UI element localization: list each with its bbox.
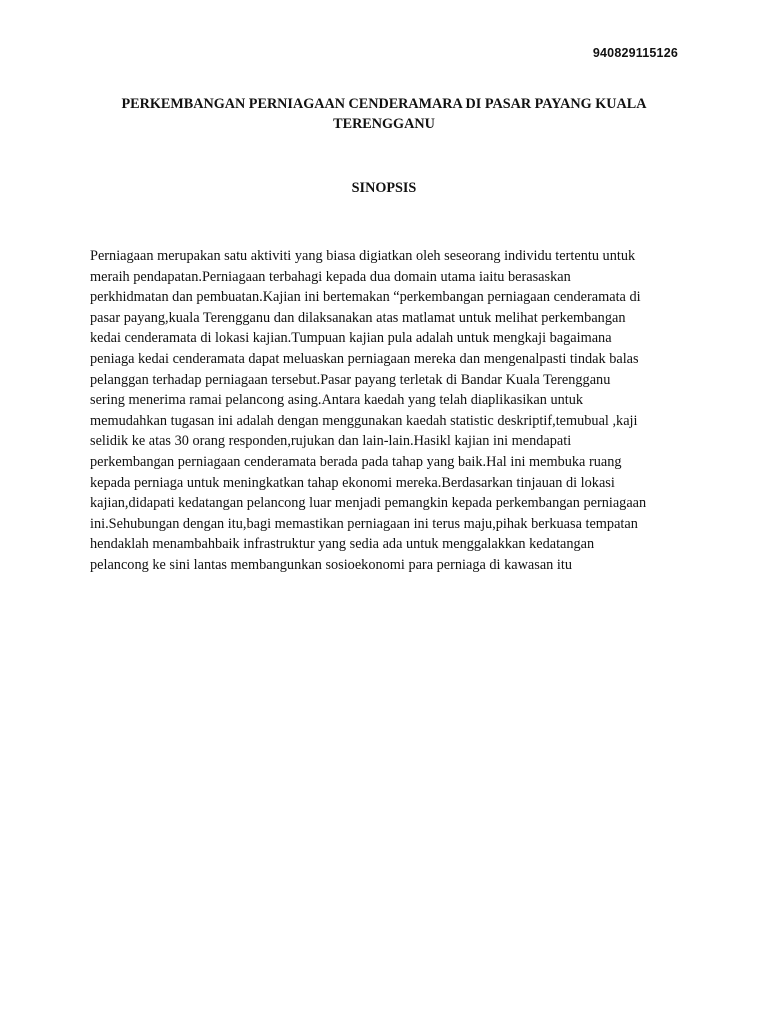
paragraph-line: memudahkan tugasan ini adalah dengan menggunakan kaedah statistic deskriptif,temubual ,kaji [90,412,638,429]
document-title [90,94,678,134]
paragraph-line: ini.Sehubungan dengan itu,bagi memastikan perniagaan ini terus maju,pihak berkuasa tempatan [90,515,638,532]
paragraph-line: sering menerima ramai pelancong asing.Antara kaedah yang telah diaplikasikan untuk [90,392,584,409]
document-title-line-2: TERENGGANU [333,116,435,132]
document-id-number: 940829115126 [592,46,678,60]
document-title-line-1: PERKEMBANGAN PERNIAGAAN CENDERAMARA DI PASAR PAYANG KUALA [121,96,647,112]
paragraph-line: perkembangan perniagaan cenderamata berada pada tahap yang baik.Hal ini membuka ruang [90,453,622,470]
paragraph-line: hendaklah menambahbaik infrastruktur yang sedia ada untuk menggalakkan kedatangan [90,536,595,553]
paragraph-line: pasar payang,kuala Terengganu dan dilaksanakan atas matlamat untuk melihat perkembangan [90,309,626,326]
paragraph-line: meraih pendapatan.Perniagaan terbahagi kepada dua domain utama iaitu berasaskan [90,268,571,285]
paragraph-line: peniaga kedai cenderamata dapat meluaskan perniagaan mereka dan mengenalpasti tindak balas [90,350,639,367]
section-heading: SINOPSIS [351,180,417,196]
paragraph-line: perkhidmatan dan pembuatan.Kajian ini bertemakan “perkembangan perniagaan cenderamata di [90,289,641,306]
paragraph-line: kajian,didapati kedatangan pelancong luar menjadi pemangkin kepada perkembangan perniagaan [90,495,647,512]
paragraph-line: selidik ke atas 30 orang responden,rujukan dan lain-lain.Hasikl kajian ini mendapati [90,433,572,450]
paragraph-line: kedai cenderamata di lokasi kajian.Tumpuan kajian pula adalah untuk mengkaji bagaimana [90,330,612,347]
paragraph-line: pelancong ke sini lantas membangunkan sosioekonomi para perniaga di kawasan itu [90,556,572,573]
paragraph-line: Perniagaan merupakan satu aktiviti yang biasa digiatkan oleh seseorang individu tertentu untuk [90,248,636,264]
synopsis-paragraph [90,246,690,576]
paragraph-line: kepada perniaga untuk meningkatkan tahap ekonomi mereka.Berdasarkan tinjauan di lokasi [90,474,615,491]
paragraph-line: pelanggan terhadap perniagaan tersebut.Pasar payang terletak di Bandar Kuala Terengganu [90,371,611,388]
